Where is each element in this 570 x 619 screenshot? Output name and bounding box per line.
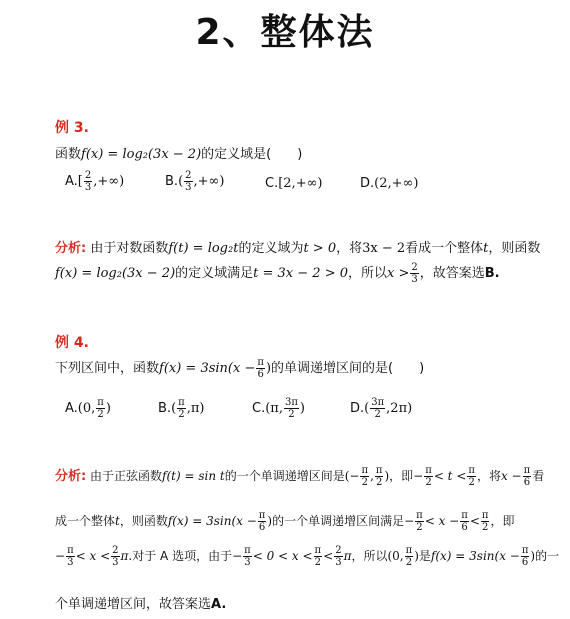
answer: A.: [211, 597, 227, 612]
text: 看成一个整体: [405, 241, 484, 256]
numerator: π: [257, 357, 264, 368]
math: ): [299, 401, 305, 416]
fraction: [96, 397, 105, 420]
option-a: [65, 170, 124, 193]
denominator: 3: [411, 274, 418, 285]
bracket: ,+∞): [93, 174, 125, 189]
denominator: 6: [523, 477, 531, 488]
denominator: 2: [374, 409, 381, 420]
math: ,: [370, 469, 374, 483]
text: ，将: [336, 241, 363, 256]
math: ,2π): [386, 401, 413, 416]
example-3-analysis-line-1: [55, 237, 540, 256]
fraction: [370, 397, 385, 420]
numerator: π: [244, 545, 251, 556]
fraction: [415, 510, 424, 533]
text: 的一个单调递增区间是: [224, 469, 345, 483]
text: 的一个单调递增区间满足: [272, 514, 405, 528]
math: (0,: [387, 549, 404, 563]
math: t = 3x − 2 > 0: [253, 266, 348, 281]
bracket: ,+∞): [193, 174, 225, 189]
example-4-analysis-line-4: [55, 593, 226, 612]
text: 的单调递增区间的是( ): [271, 361, 425, 376]
numerator: π: [97, 397, 104, 408]
numerator: π: [416, 510, 423, 521]
denominator: 6: [257, 369, 264, 380]
fraction: [258, 510, 267, 533]
fraction: [256, 357, 265, 380]
math: ): [265, 361, 272, 376]
text: 个单调递增区间，故答案选: [55, 597, 212, 612]
denominator: 2: [425, 477, 432, 488]
option-a: [65, 397, 111, 420]
text: ，所以: [348, 266, 388, 281]
numerator: π: [521, 545, 529, 556]
math: −: [55, 549, 66, 563]
text: ，则函数: [119, 514, 168, 528]
math: f(t) = sin t: [162, 469, 225, 483]
text: ，将: [476, 469, 501, 483]
example-4-question: [55, 357, 424, 380]
numerator: π: [314, 545, 322, 556]
numerator: π: [425, 465, 432, 476]
math: < x <: [75, 549, 111, 563]
fraction: [243, 545, 252, 568]
denominator: 2: [416, 522, 423, 533]
analysis-label: 分析:: [55, 241, 87, 256]
option-letter: D.: [350, 401, 365, 416]
page-title: 2、整体法: [195, 12, 375, 53]
numerator: π: [523, 465, 531, 476]
fraction: [284, 397, 299, 420]
fraction: [314, 545, 323, 568]
math: t: [483, 241, 489, 256]
math: x >: [387, 266, 410, 281]
example-3-question: [55, 143, 302, 162]
text: ，则函数: [488, 241, 541, 256]
text: 的定义域满足: [175, 266, 254, 281]
fraction: [334, 545, 342, 568]
option-letter: B.: [158, 401, 172, 416]
math: f(x) = 3sin(x −: [167, 514, 257, 528]
text: 下列区间中，函数: [55, 361, 160, 376]
denominator: 6: [258, 522, 266, 533]
numerator: π: [405, 545, 413, 556]
fraction: [460, 510, 469, 533]
math: (−: [344, 469, 360, 483]
fraction: [111, 545, 119, 568]
option-d: [360, 176, 418, 191]
text: ，故答案选: [419, 266, 485, 281]
option-letter: B.: [165, 174, 179, 189]
math: ): [530, 549, 536, 563]
numerator: π: [461, 510, 468, 521]
text: 的一: [535, 549, 560, 563]
fraction: [523, 465, 532, 488]
numerator: π: [178, 397, 185, 408]
numerator: 2: [411, 262, 418, 273]
text: 成一个整体: [55, 514, 116, 528]
numerator: π: [67, 545, 74, 556]
fraction: [66, 545, 75, 568]
denominator: 2: [468, 477, 475, 488]
numerator: π: [361, 465, 369, 476]
numerator: 2: [84, 170, 92, 181]
example-4-analysis-line-2: [55, 510, 514, 533]
math: π: [120, 549, 129, 563]
math: t > 0: [303, 241, 337, 256]
denominator: 2: [405, 557, 413, 568]
math: −: [413, 469, 424, 483]
option-b: [165, 170, 224, 193]
text: 看: [532, 469, 545, 483]
numerator: 3π: [284, 397, 298, 408]
option-b: [158, 397, 204, 420]
fraction: [375, 465, 384, 488]
option-text: [2,+∞): [278, 176, 323, 191]
option-letter: D.: [360, 176, 375, 191]
denominator: 2: [314, 557, 322, 568]
bracket: (: [178, 174, 184, 189]
option-d: [350, 397, 412, 420]
math: x −: [500, 469, 522, 483]
fraction: [360, 465, 369, 488]
math: ): [105, 401, 111, 416]
numerator: π: [481, 510, 489, 521]
q-post: 的定义域是( ): [201, 147, 303, 162]
text: 是: [418, 549, 431, 563]
denominator: 2: [361, 477, 368, 488]
text: 由于正弦函数: [90, 469, 163, 483]
example-3-analysis-line-2: [55, 262, 500, 285]
math: 3x − 2: [362, 241, 406, 256]
fraction: [481, 510, 490, 533]
option-letter: A.: [65, 401, 78, 416]
q-pre: 函数: [55, 147, 82, 162]
math: < t <: [433, 469, 467, 483]
math: f(x) = 3sin(x −: [430, 549, 520, 563]
text: ，即: [490, 514, 515, 528]
numerator: π: [468, 465, 475, 476]
analysis-label: 分析:: [55, 469, 87, 484]
math: f(x) = log₂(3x − 2): [55, 266, 176, 281]
bracket: [: [77, 174, 83, 189]
denominator: 2: [375, 477, 383, 488]
denominator: 3: [185, 182, 192, 193]
numerator: π: [375, 465, 383, 476]
numerator: 2: [112, 545, 119, 556]
example-3-label: 例 3.: [55, 120, 89, 136]
math: (0,: [77, 401, 96, 416]
example-4-analysis-line-3: [55, 545, 559, 568]
math: ,π): [186, 401, 205, 416]
denominator: 2: [97, 409, 104, 420]
example-4-analysis-line-1: [55, 465, 544, 488]
fraction: [84, 170, 92, 193]
math: −: [232, 549, 243, 563]
math: t: [115, 514, 120, 528]
fraction: [521, 545, 530, 568]
math: < x −: [424, 514, 460, 528]
numerator: 2: [185, 170, 192, 181]
math: f(x) = 3sin(x −: [159, 361, 256, 376]
option-c: [252, 397, 305, 420]
math: f(t) = log₂t: [168, 241, 239, 256]
text: ，即: [389, 469, 414, 483]
fraction: [177, 397, 186, 420]
denominator: 3: [67, 557, 74, 568]
numerator: 2: [335, 545, 342, 556]
option-c: [265, 176, 323, 191]
fraction: [424, 465, 433, 488]
option-letter: C.: [265, 176, 279, 191]
math: ): [267, 514, 273, 528]
answer: B.: [484, 266, 500, 281]
math: (: [364, 401, 370, 416]
fraction: [467, 465, 476, 488]
fraction: [184, 170, 192, 193]
text: ，所以: [351, 549, 388, 563]
option-text: (2,+∞): [374, 176, 419, 191]
denominator: 2: [481, 522, 489, 533]
q-func: f(x) = log₂(3x − 2): [81, 147, 202, 162]
denominator: 3: [84, 182, 92, 193]
math: ): [414, 549, 419, 563]
denominator: 3: [335, 557, 342, 568]
math: π: [343, 549, 352, 563]
math: <: [323, 549, 334, 563]
example-4-label: 例 4.: [55, 335, 89, 351]
fraction: [405, 545, 414, 568]
math: (: [171, 401, 177, 416]
option-letter: C.: [252, 401, 266, 416]
denominator: 2: [288, 409, 295, 420]
denominator: 2: [178, 409, 185, 420]
fraction: [410, 262, 418, 285]
denominator: 6: [521, 557, 529, 568]
denominator: 3: [112, 557, 119, 568]
denominator: 6: [461, 522, 468, 533]
denominator: 3: [244, 557, 251, 568]
numerator: 3π: [371, 397, 385, 408]
text: 由于对数函数: [90, 241, 169, 256]
text: 的定义域为: [238, 241, 304, 256]
math: <: [469, 514, 480, 528]
math: −: [404, 514, 415, 528]
math: ): [384, 469, 390, 483]
math: (π,: [265, 401, 283, 416]
numerator: π: [258, 510, 266, 521]
math: < 0 < x <: [252, 549, 313, 563]
text: .对于 A 选项，由于: [128, 549, 233, 563]
option-letter: A.: [65, 174, 78, 189]
